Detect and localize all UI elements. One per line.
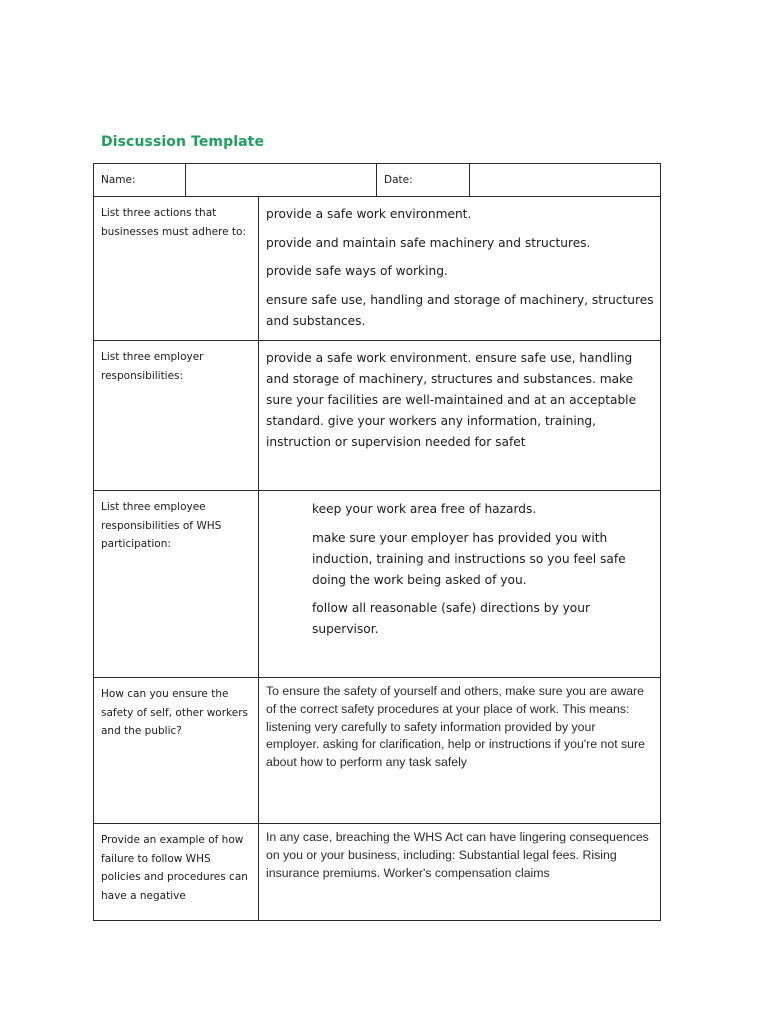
table-row	[94, 197, 661, 341]
row-label: List three employer responsibilities:	[94, 341, 259, 491]
answer-item: follow all reasonable (safe) directions by your supervisor.	[312, 601, 590, 636]
table-row	[94, 824, 661, 921]
row-answer[interactable]	[259, 197, 661, 341]
row-label: How can you ensure the safety of self, other workers and the public?	[94, 678, 259, 824]
name-field[interactable]	[186, 164, 377, 197]
discussion-table	[93, 163, 661, 921]
name-label: Name:	[94, 164, 186, 197]
answer-item: make sure your employer has provided you with induction, training and instructions so you feel safe doing the work being asked of you.	[312, 530, 626, 587]
header-row	[94, 164, 661, 197]
answer-item: provide a safe work environment.	[266, 207, 472, 221]
answer-item: keep your work area free of hazards.	[312, 502, 537, 516]
table-row	[94, 678, 661, 824]
document-title: Discussion Template	[101, 134, 265, 150]
answer-item: provide safe ways of working.	[266, 264, 448, 278]
table-row	[94, 341, 661, 491]
answer-item: provide and maintain safe machinery and structures.	[266, 235, 591, 250]
row-label: Provide an example of how failure to follow WHS policies and procedures can have a negative	[94, 824, 259, 921]
row-answer[interactable]: provide a safe work environment. ensure safe use, handling and storage of machinery, structures and substances. make sure your facilities are well-maintained and at an acceptable standard. give your workers any information, training, instruction or supervision needed for safet	[259, 341, 661, 491]
row-answer[interactable]: To ensure the safety of yourself and others, make sure you are aware of the correct safety procedures at your place of work. This means: listening very carefully to safety information provided by your employer. asking for clarification, help or instructions if you're not sure about how to perform any task safely	[259, 678, 661, 824]
table-row	[94, 491, 661, 678]
row-answer[interactable]: In any case, breaching the WHS Act can have lingering consequences on you or your business, including: Substantial legal fees. Rising insurance premiums. Worker's compensation claims	[259, 824, 661, 921]
row-answer[interactable]	[259, 491, 661, 678]
date-label: Date:	[377, 164, 470, 197]
date-field[interactable]	[470, 164, 661, 197]
answer-item: ensure safe use, handling and storage of machinery, structures and substances.	[266, 292, 654, 328]
row-label: List three employee responsibilities of WHS participation:	[94, 491, 259, 678]
row-label: List three actions that businesses must adhere to:	[94, 197, 259, 341]
